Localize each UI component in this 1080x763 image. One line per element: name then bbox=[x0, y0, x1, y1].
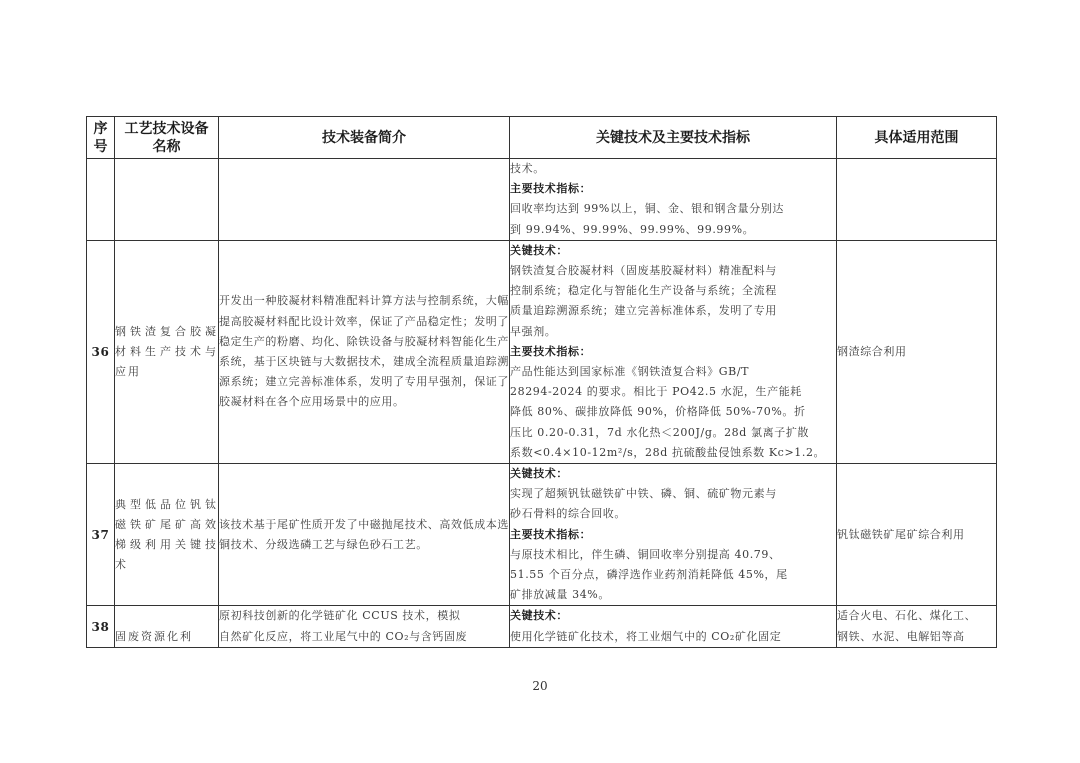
scope-line: 适合火电、石化、煤化工、 bbox=[837, 609, 977, 623]
row-key bbox=[510, 159, 837, 241]
key-heading: 主要技术指标： bbox=[510, 344, 592, 358]
header-scope: 具体适用范围 bbox=[837, 117, 997, 159]
row-name bbox=[115, 159, 219, 241]
key-heading: 关键技术： bbox=[510, 609, 568, 623]
row-name-line: 固废资源化利 bbox=[115, 629, 193, 643]
table-row bbox=[87, 606, 997, 647]
row-intro: 开发出一种胶凝材料精准配料计算方法与控制系统，大幅提高胶凝材料配比设计效率，保证了产品稳定性；发明了稳定生产的粉磨、均化、除铁设备与胶凝材料智能化生产系统，基于区块链与大数据技术，建成全流程质量追踪溯源系统；建立完善标准体系，发明了专用早强剂，保证了胶凝材料在各个应用场景中的应用。 bbox=[219, 240, 510, 463]
row-seq: 36 bbox=[87, 240, 115, 463]
intro-line: 自然矿化反应，将工业尾气中的 CO₂与含钙固废 bbox=[219, 629, 468, 643]
table-row bbox=[87, 464, 997, 606]
row-name: 钢铁渣复合胶凝材料生产技术与应用 bbox=[115, 240, 219, 463]
key-heading: 主要技术指标： bbox=[510, 182, 592, 196]
key-line: 系数<0.4×10-12m²/s，28d 抗硫酸盐侵蚀系数 Kc>1.2。 bbox=[510, 445, 826, 459]
key-line: 降低 80%、碳排放降低 90%，价格降低 50%-70%。折 bbox=[510, 405, 806, 419]
key-heading: 关键技术： bbox=[510, 467, 568, 481]
row-intro bbox=[219, 606, 510, 647]
row-name: 典型低品位钒钛磁铁矿尾矿高效梯级利用关键技术 bbox=[115, 464, 219, 606]
key-line: 实现了超频钒钛磁铁矿中铁、磷、铜、硫矿物元素与 bbox=[510, 487, 777, 501]
key-line: 使用化学链矿化技术，将工业烟气中的 CO₂矿化固定 bbox=[510, 629, 782, 643]
header-seq: 序号 bbox=[87, 117, 115, 159]
row-key bbox=[510, 464, 837, 606]
key-heading: 主要技术指标： bbox=[510, 527, 592, 541]
page-number: 20 bbox=[532, 679, 548, 693]
table-row bbox=[87, 159, 997, 241]
key-line: 产品性能达到国家标准《钢铁渣复合料》GB/T bbox=[510, 365, 750, 379]
row-key bbox=[510, 606, 837, 647]
key-line: 早强剂。 bbox=[510, 324, 557, 338]
key-line: 与原技术相比，伴生磷、铜回收率分别提高 40.79、 bbox=[510, 547, 781, 561]
row-intro: 该技术基于尾矿性质开发了中磁抛尾技术、高效低成本选铜技术、分级选磷工艺与绿色砂石工艺。 bbox=[219, 464, 510, 606]
key-line: 砂石骨料的综合回收。 bbox=[510, 507, 626, 521]
key-line: 28294-2024 的要求。相比于 PO42.5 水泥，生产能耗 bbox=[510, 385, 802, 399]
table-row bbox=[87, 240, 997, 463]
row-key bbox=[510, 240, 837, 463]
row-seq: 37 bbox=[87, 464, 115, 606]
header-row bbox=[87, 117, 997, 159]
header-key: 关键技术及主要技术指标 bbox=[510, 117, 837, 159]
key-line: 质量追踪溯源系统；建立完善标准体系，发明了专用 bbox=[510, 304, 777, 318]
key-line: 回收率均达到 99%以上，铜、金、银和钢含量分别达 bbox=[510, 202, 784, 216]
header-intro: 技术装备简介 bbox=[219, 117, 510, 159]
row-scope bbox=[837, 606, 997, 647]
key-line: 控制系统；稳定化与智能化生产设备与系统；全流程 bbox=[510, 284, 777, 298]
scope-line: 钢铁、水泥、电解铝等高 bbox=[837, 629, 965, 643]
intro-line: 原初科技创新的化学链矿化 CCUS 技术，模拟 bbox=[219, 609, 461, 623]
row-seq bbox=[87, 159, 115, 241]
key-heading: 关键技术： bbox=[510, 243, 568, 257]
key-line: 到 99.94%、99.99%、99.99%、99.99%。 bbox=[510, 222, 755, 236]
header-name: 工艺技术设备名称 bbox=[115, 117, 219, 159]
row-intro bbox=[219, 159, 510, 241]
key-line: 51.55 个百分点，磷浮选作业药剂消耗降低 45%，尾 bbox=[510, 568, 788, 582]
technology-table bbox=[86, 116, 997, 648]
key-line: 矿排放减量 34%。 bbox=[510, 588, 610, 602]
row-scope: 钒钛磁铁矿尾矿综合利用 bbox=[837, 464, 997, 606]
key-line: 技术。 bbox=[510, 162, 545, 175]
row-name bbox=[115, 606, 219, 647]
row-scope bbox=[837, 159, 997, 241]
row-scope: 钢渣综合利用 bbox=[837, 240, 997, 463]
key-line: 压比 0.20-0.31，7d 水化热＜200J/g。28d 氯离子扩散 bbox=[510, 425, 810, 439]
key-line: 钢铁渣复合胶凝材料（固废基胶凝材料）精准配料与 bbox=[510, 264, 777, 278]
row-seq: 38 bbox=[87, 606, 115, 647]
